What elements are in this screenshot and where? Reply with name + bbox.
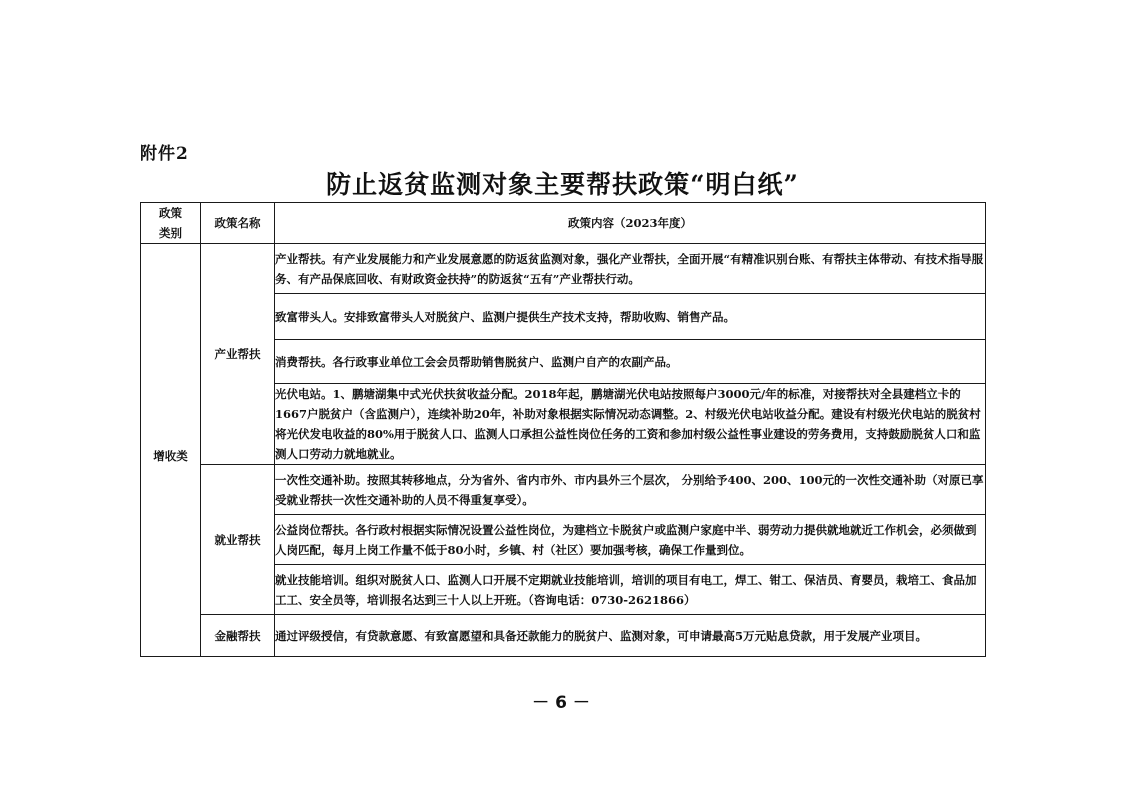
table-row [141,244,986,294]
policy-content-cell: 致富带头人。安排致富带头人对脱贫户、监测户提供生产技术支持，帮助收购、销售产品。 [275,294,986,340]
table-row [141,465,986,515]
policy-content-cell: 通过评级授信，有贷款意愿、有致富愿望和具备还款能力的脱贫户、监测对象，可申请最高5万元贴息贷款，用于发展产业项目。 [275,615,986,657]
attachment-label: 附件2 [140,144,189,164]
header-policy-name: 政策名称 [201,203,275,244]
category-cell: 增收类 [141,244,201,657]
policy-content-cell: 公益岗位帮扶。各行政村根据实际情况设置公益性岗位，为建档立卡脱贫户或监测户家庭中半、弱劳动力提供就地就近工作机会，必须做到人岗匹配，每月上岗工作量不低于80小时，乡镇、村（社区）要加强考核，确保工作量到位。 [275,515,986,565]
policy-content-cell: 消费帮扶。各行政事业单位工会会员帮助销售脱贫户、监测户自产的农副产品。 [275,340,986,384]
policy-name-employment: 就业帮扶 [201,465,275,615]
policy-name-industry: 产业帮扶 [201,244,275,465]
document-title: 防止返贫监测对象主要帮扶政策“明白纸” [326,170,799,199]
header-type-line2: 类别 [159,226,182,240]
policy-content-cell: 光伏电站。1、鹏塘湖集中式光伏扶贫收益分配。2018年起，鹏塘湖光伏电站按照每户3000元/年的标准，对接帮扶对全县建档立卡的1667户脱贫户（含监测户），连续补助20年，补助对象根据实际情况动态调整。2、村级光伏电站收益分配。建设有村级光伏电站的脱贫村将光伏发电收益的80%用于脱贫人口、监测人口承担公益性岗位任务的工资和参加村级公益性事业建设的劳务费用，支持鼓励脱贫人口和监测人口劳动力就地就业。 [275,384,986,465]
header-policy-type [141,203,201,244]
policy-table [140,202,986,657]
policy-content-cell: 一次性交通补助。按照其转移地点，分为省外、省内市外、市内县外三个层次， 分别给予400、200、100元的一次性交通补助（对原已享受就业帮扶一次性交通补助的人员不得重复享受）。 [275,465,986,515]
header-policy-content: 政策内容（2023年度） [275,203,986,244]
policy-name-finance: 金融帮扶 [201,615,275,657]
policy-content-cell: 产业帮扶。有产业发展能力和产业发展意愿的防返贫监测对象，强化产业帮扶，全面开展“有精准识别台账、有帮扶主体带动、有技术指导服务、有产品保底回收、有财政资金扶持”的防返贫“五有”产业帮扶行动。 [275,244,986,294]
page-number: － 6 － [532,693,590,713]
header-type-line1: 政策 [159,206,182,220]
policy-content-cell: 就业技能培训。组织对脱贫人口、监测人口开展不定期就业技能培训，培训的项目有电工，焊工、钳工、保洁员、育婴员，栽培工、食品加工工、安全员等，培训报名达到三十人以上开班。（咨询电话：0730-2621866） [275,565,986,615]
table-header-row [141,203,986,244]
table-row [141,615,986,657]
